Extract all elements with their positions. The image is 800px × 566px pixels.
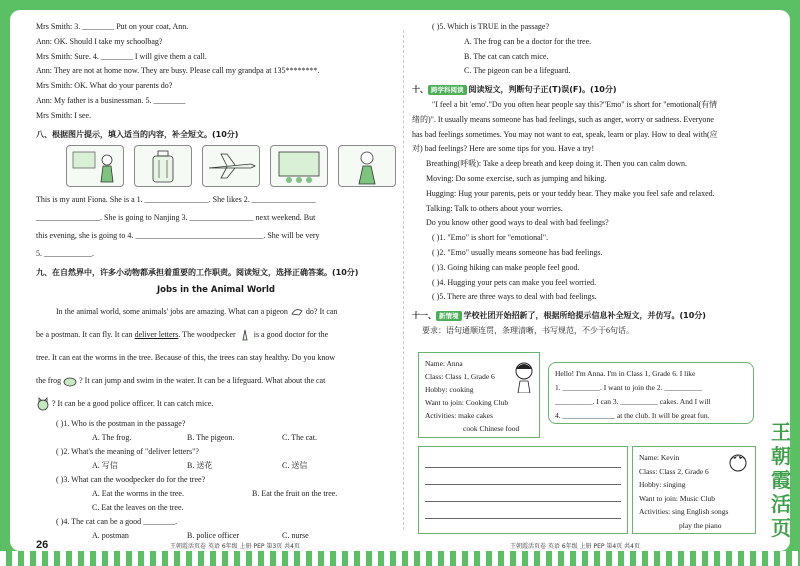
page-number: 26 bbox=[36, 539, 49, 551]
dialog-line: Mrs Smith: 3. ________ Put on your coat, Ann. bbox=[36, 22, 189, 31]
card-line: cook Chinese food bbox=[463, 424, 520, 433]
question-4: ( )4. The cat can be a good ________. bbox=[56, 516, 178, 526]
speech-line: 1. __________. I want to join the 2. __________ bbox=[555, 383, 702, 392]
right-footer: 王朝霞活页卷 英语 6年级 上册 PEP 第4页 共4页 bbox=[510, 543, 640, 550]
speech-line: __________. I can 3. __________ cakes. And I will bbox=[555, 397, 711, 406]
anna-card bbox=[418, 352, 540, 438]
passage-text: the frog bbox=[36, 375, 62, 385]
dialog-line: Mrs Smith: OK. What do your parents do? bbox=[36, 81, 173, 91]
dialog-line: Mrs Smith: Sure. 4. ________ I will give them a call. bbox=[36, 51, 207, 61]
passage-heading: Jobs in the Animal World bbox=[157, 285, 275, 296]
teacher-icon bbox=[67, 146, 123, 186]
section-11-title: 十一、 新情境 学校社团开始招新了，根据所给提示信息补全短文，并仿写。(10分) bbox=[412, 311, 706, 321]
option: A. Eat the worms in the tree. bbox=[92, 488, 184, 498]
card-line: Name: Anna bbox=[425, 359, 463, 368]
option: A. postman bbox=[92, 530, 129, 540]
passage-line: 5. ____________. bbox=[36, 249, 94, 259]
option: A. The frog. bbox=[92, 432, 132, 442]
writing-requirement: 要求：语句通顺连贯，条理清晰，书写规范，不少于6句话。 bbox=[422, 325, 634, 335]
passage-text: ? It can be a good police officer. It can catch mice. bbox=[52, 398, 214, 408]
writing-line[interactable] bbox=[425, 485, 621, 502]
card-line: Hobby: singing bbox=[639, 480, 686, 489]
section-9-title: 九、在自然界中，许多小动物都承担着重要的工作职责。阅读短文，选择正确答案。(10分) bbox=[36, 268, 359, 278]
option: C. Eat the leaves on the tree. bbox=[92, 502, 184, 512]
dialog-line: Ann: My father is a businessman. 5. ________ bbox=[36, 95, 186, 105]
bottom-stripes bbox=[0, 551, 800, 566]
card-line: Want to join: Music Club bbox=[639, 493, 716, 503]
section-10-title: 十、 跨学科阅读 阅读短文，判断句子正(T)误(F)。(10分) bbox=[412, 85, 617, 95]
anna-avatar-icon bbox=[511, 359, 537, 393]
option: B. police officer bbox=[187, 530, 240, 540]
card-line: Name: Kevin bbox=[639, 453, 680, 462]
dialog-line: Ann: They are not at home now. They are busy. Please call my grandpa at 135********. bbox=[36, 66, 320, 76]
passage-line: this evening, she is going to 4. ________________________________. She will be very bbox=[36, 231, 320, 241]
girl-icon bbox=[339, 146, 395, 186]
anna-speech-bubble bbox=[548, 362, 754, 424]
tf-question: ( )2. "Emo" usually means someone has bad feelings. bbox=[432, 247, 603, 257]
page-divider bbox=[403, 30, 404, 530]
cinema-picture bbox=[270, 145, 328, 187]
section-11-title-text: 学校社团开始招新了，根据所给提示信息补全短文，并仿写。(10分) bbox=[463, 311, 706, 321]
underlined-phrase: deliver letters bbox=[134, 329, 179, 339]
suitcase-picture bbox=[134, 145, 192, 187]
woodpecker-icon bbox=[238, 328, 252, 342]
option: A. The frog can be a doctor for the tree. bbox=[464, 36, 592, 46]
card-line: Want to join: Cooking Club bbox=[425, 398, 509, 407]
cinema-icon bbox=[271, 146, 327, 186]
question-2-options bbox=[36, 459, 396, 473]
writing-line[interactable] bbox=[425, 451, 621, 468]
option: A. 写信 bbox=[92, 460, 118, 470]
card-line: Class: Class 1, Grade 6 bbox=[425, 372, 495, 381]
right-page bbox=[412, 20, 762, 339]
tf-question: ( )1. "Emo" is short for "emotional". bbox=[432, 233, 549, 243]
kevin-card bbox=[632, 446, 756, 534]
emo-passage-line: 对) bad feelings? Here are some tips for you. Have a try! bbox=[412, 144, 595, 154]
tip-line: Breathing(呼吸): Take a deep breath and keep doing it. Then you can calm down. bbox=[426, 159, 688, 169]
question-3-options bbox=[36, 487, 396, 501]
section-10-title-text: 阅读短文，判断句子正(T)误(F)。(10分) bbox=[468, 85, 617, 95]
passage-text: . The woodpecker bbox=[178, 329, 236, 339]
passage-text: ? It can jump and swim in the water. It can be a lifeguard. What about the cat bbox=[79, 375, 326, 385]
section-11-badge: 新情境 bbox=[436, 311, 462, 321]
tip-line: Do you know other good ways to deal with bad feelings? bbox=[426, 218, 609, 228]
card-line: Hobby: cooking bbox=[425, 385, 474, 394]
option: C. The cat. bbox=[282, 432, 317, 442]
option: B. The cat can catch mice. bbox=[464, 51, 549, 61]
plane-icon bbox=[203, 146, 259, 186]
section-10-badge: 跨学科阅读 bbox=[428, 85, 467, 95]
frog-icon bbox=[63, 374, 77, 388]
option: B. The pigeon. bbox=[187, 432, 235, 442]
dialog-line: Ann: OK. Should I take my schoolbag? bbox=[36, 36, 163, 46]
plane-picture bbox=[202, 145, 260, 187]
writing-line[interactable] bbox=[425, 502, 621, 519]
cat-icon bbox=[36, 397, 50, 411]
tf-question: ( )4. Hugging your pets can make you feel worried. bbox=[432, 277, 597, 287]
speech-line: Hello! I'm Anna. I'm in Class 1, Grade 6. I like bbox=[555, 369, 696, 378]
passage-text: In the animal world, some animals' jobs are amazing. What can a pigeon bbox=[56, 306, 288, 316]
kevin-avatar-icon bbox=[725, 449, 751, 475]
passage-line: ________________. She is going to Nanjing 3. ________________ next weekend. But bbox=[36, 213, 316, 223]
passage-text: do? It can bbox=[305, 306, 338, 316]
question-3: ( )3. What can the woodpecker do for the tree? bbox=[56, 474, 206, 484]
card-line: Activities: make cakes bbox=[425, 411, 493, 420]
tip-line: Talking: Talk to others about your worries. bbox=[426, 203, 563, 213]
option: C. 送信 bbox=[282, 460, 308, 470]
option: B. 送花 bbox=[187, 460, 213, 470]
writing-area[interactable] bbox=[418, 446, 628, 534]
card-line: Class: Class 2, Grade 6 bbox=[639, 466, 709, 476]
emo-passage-line: 绪的)". It usually means someone has bad feelings, such as anger, worry or sadness. Everyone bbox=[412, 114, 714, 124]
speech-line: 4. ______________ at the club. It will be great fun. bbox=[555, 411, 710, 420]
question-3-options-extra bbox=[36, 501, 396, 515]
left-footer: 王朝霞活页卷 英语 6年级 上册 PEP 第3页 共4页 bbox=[170, 543, 300, 550]
question-5: ( )5. Which is TRUE in the passage? bbox=[432, 22, 550, 31]
option: B. Eat the fruit on the tree. bbox=[252, 488, 338, 498]
tf-question: ( )5. There are three ways to deal with bad feelings. bbox=[432, 292, 597, 302]
dialog-line: Mrs Smith: I see. bbox=[36, 110, 92, 120]
happy-girl-picture bbox=[338, 145, 396, 187]
tip-line: Hugging: Hug your parents, pets or your teddy bear. They make you feel safe and relaxed. bbox=[426, 188, 715, 198]
question-2: ( )2. What's the meaning of "deliver letters"? bbox=[56, 446, 199, 456]
passage-line: This is my aunt Fiona. She is a 1. ________________. She likes 2. ________________ bbox=[36, 195, 316, 205]
picture-row bbox=[66, 145, 396, 187]
card-line: play the piano bbox=[679, 520, 722, 530]
passage-text: is a good doctor for the bbox=[253, 329, 329, 339]
teacher-picture bbox=[66, 145, 124, 187]
animal-passage bbox=[36, 300, 396, 415]
writing-line[interactable] bbox=[425, 468, 621, 485]
question-1-options bbox=[36, 431, 396, 445]
left-page bbox=[36, 20, 396, 543]
pigeon-icon bbox=[290, 305, 304, 319]
section-8-title: 八、根据图片提示，填入适当的内容，补全短文。(10分) bbox=[36, 129, 239, 139]
option: C. nurse bbox=[282, 530, 309, 540]
card-line: Activities: sing English songs bbox=[639, 507, 729, 516]
tf-question: ( )3. Going hiking can make people feel good. bbox=[432, 262, 580, 272]
question-1: ( )1. Who is the postman in the passage? bbox=[56, 418, 186, 428]
emo-passage-line: "I feel a bit 'emo'."Do you often hear people say this?"Emo" is short for "emotional(有情 bbox=[432, 99, 718, 109]
passage-text: be a postman. It can fly. It can bbox=[36, 329, 133, 339]
suitcase-icon bbox=[135, 146, 191, 186]
option: C. The pigeon can be a lifeguard. bbox=[464, 66, 571, 76]
passage-text: tree. It can eat the worms in the tree. Because of this, the trees can stay healthy. Do you know bbox=[36, 352, 336, 362]
emo-passage-line: has bad feelings sometimes. You may not want to eat, speak, learn or play. How to deal with(应 bbox=[412, 129, 718, 139]
brand-vertical: 王朝霞活页 bbox=[771, 420, 791, 540]
tip-line: Moving: Do some exercise, such as jumping and hiking. bbox=[426, 173, 607, 183]
